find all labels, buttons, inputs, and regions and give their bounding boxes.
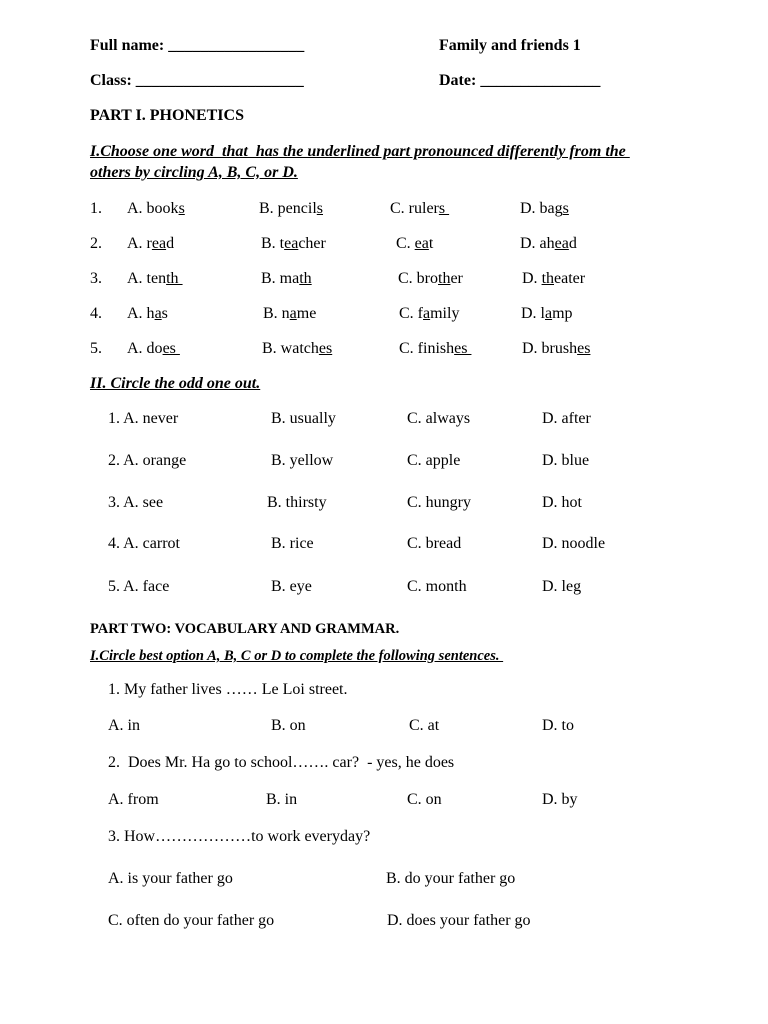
underlined-part: es: [577, 340, 591, 357]
part2-instruction: I.Circle best option A, B, C or D to complete the following sentences.: [90, 648, 504, 664]
underlined-part: th: [166, 270, 183, 287]
part1-section1-instruction-line1: I.Choose one word that has the underlined part pronounced differently from the: [90, 143, 630, 160]
phonetics-option-b: B. name: [263, 305, 317, 322]
phonetics-option-b: B. pencils: [259, 200, 323, 217]
odd-one-out-option-d: D. after: [542, 410, 591, 427]
q1-option-d: D. to: [542, 717, 574, 734]
underlined-part: ea: [414, 235, 429, 252]
underlined-part: a: [545, 305, 553, 322]
odd-one-out-option-b: B. rice: [271, 535, 314, 552]
underlined-part: s: [178, 200, 185, 217]
q3-option-d: D. does your father go: [387, 912, 531, 929]
q3-option-a: A. is your father go: [108, 870, 233, 887]
odd-one-out-option-c: C. apple: [407, 452, 461, 469]
underlined-part: a: [423, 305, 431, 322]
underlined-part: th: [299, 270, 312, 287]
q1-option-c: C. at: [409, 717, 440, 734]
odd-one-out-option-b: B. eye: [271, 578, 312, 595]
phonetics-option-d: D. theater: [522, 270, 586, 287]
date-field: Date: _______________: [439, 72, 601, 89]
q3-option-b: B. do your father go: [386, 870, 516, 887]
odd-one-out-option-a: 4. A. carrot: [108, 535, 180, 552]
q1-text: 1. My father lives …… Le Loi street.: [108, 681, 348, 698]
part1-section2-instruction: II. Circle the odd one out.: [90, 375, 261, 392]
odd-one-out-option-c: C. hungry: [407, 494, 471, 511]
q1-option-b: B. on: [271, 717, 306, 734]
odd-one-out-option-d: D. leg: [542, 578, 582, 595]
underlined-part: es: [454, 340, 472, 357]
odd-one-out-option-a: 2. A. orange: [108, 452, 187, 469]
odd-one-out-option-c: C. month: [407, 578, 467, 595]
phonetics-question-number: 5.: [90, 340, 102, 357]
phonetics-option-c: C. family: [399, 305, 460, 322]
odd-one-out-option-c: C. always: [407, 410, 471, 427]
underlined-part: th: [541, 270, 555, 287]
phonetics-option-a: A. books: [127, 200, 185, 217]
q3-text: 3. How………………to work everyday?: [108, 828, 371, 845]
phonetics-option-d: D. lamp: [521, 305, 573, 322]
odd-one-out-option-b: B. usually: [271, 410, 336, 427]
odd-one-out-option-c: C. bread: [407, 535, 462, 552]
part1-section1-instruction-line2: others by circling A, B, C, or D.: [90, 164, 298, 181]
underlined-part: s: [438, 200, 450, 217]
q2-option-b: B. in: [266, 791, 298, 808]
odd-one-out-option-b: B. yellow: [271, 452, 334, 469]
underlined-part: th: [438, 270, 451, 287]
odd-one-out-option-d: D. blue: [542, 452, 590, 469]
odd-one-out-option-d: D. hot: [542, 494, 582, 511]
phonetics-option-d: D. ahead: [520, 235, 577, 252]
odd-one-out-option-a: 1. A. never: [108, 410, 179, 427]
phonetics-option-d: D. bags: [520, 200, 569, 217]
odd-one-out-option-b: B. thirsty: [267, 494, 327, 511]
odd-one-out-option-a: 3. A. see: [108, 494, 164, 511]
underlined-part: es: [318, 340, 333, 357]
q2-option-d: D. by: [542, 791, 578, 808]
underlined-part: es: [162, 340, 180, 357]
underlined-part: s: [562, 200, 569, 217]
phonetics-option-b: B. teacher: [261, 235, 326, 252]
phonetics-question-number: 4.: [90, 305, 102, 322]
phonetics-question-number: 2.: [90, 235, 102, 252]
phonetics-option-b: B. math: [261, 270, 312, 287]
underlined-part: a: [289, 305, 297, 322]
underlined-part: ea: [554, 235, 569, 252]
q2-text: 2. Does Mr. Ha go to school……. car? - yes, he does: [108, 754, 455, 771]
phonetics-option-c: C. finishes: [399, 340, 472, 357]
full-name-field: Full name: _________________: [90, 37, 305, 54]
underlined-part: ea: [151, 235, 167, 252]
phonetics-option-d: D. brushes: [522, 340, 591, 357]
part2-title: PART TWO: VOCABULARY AND GRAMMAR.: [90, 621, 403, 637]
phonetics-option-a: A. has: [127, 305, 168, 322]
phonetics-option-b: B. watches: [262, 340, 333, 357]
underlined-part: ea: [284, 235, 299, 252]
q2-option-a: A. from: [108, 791, 159, 808]
phonetics-option-c: C. rulers: [390, 200, 450, 217]
odd-one-out-option-a: 5. A. face: [108, 578, 170, 595]
course-title: Family and friends 1: [439, 37, 581, 54]
q1-option-a: A. in: [108, 717, 140, 734]
phonetics-question-number: 3.: [90, 270, 102, 287]
phonetics-option-a: A. does: [127, 340, 180, 357]
phonetics-option-a: A. tenth: [127, 270, 183, 287]
phonetics-option-c: C. brother: [398, 270, 463, 287]
phonetics-option-c: C. eat: [396, 235, 434, 252]
underlined-part: s: [316, 200, 323, 217]
phonetics-question-number: 1.: [90, 200, 102, 217]
q2-option-c: C. on: [407, 791, 442, 808]
underlined-part: a: [154, 305, 162, 322]
class-field: Class: _____________________: [90, 72, 304, 89]
part1-title: PART I. PHONETICS: [90, 107, 244, 124]
q3-option-c: C. often do your father go: [108, 912, 275, 929]
odd-one-out-option-d: D. noodle: [542, 535, 606, 552]
phonetics-option-a: A. read: [127, 235, 175, 252]
